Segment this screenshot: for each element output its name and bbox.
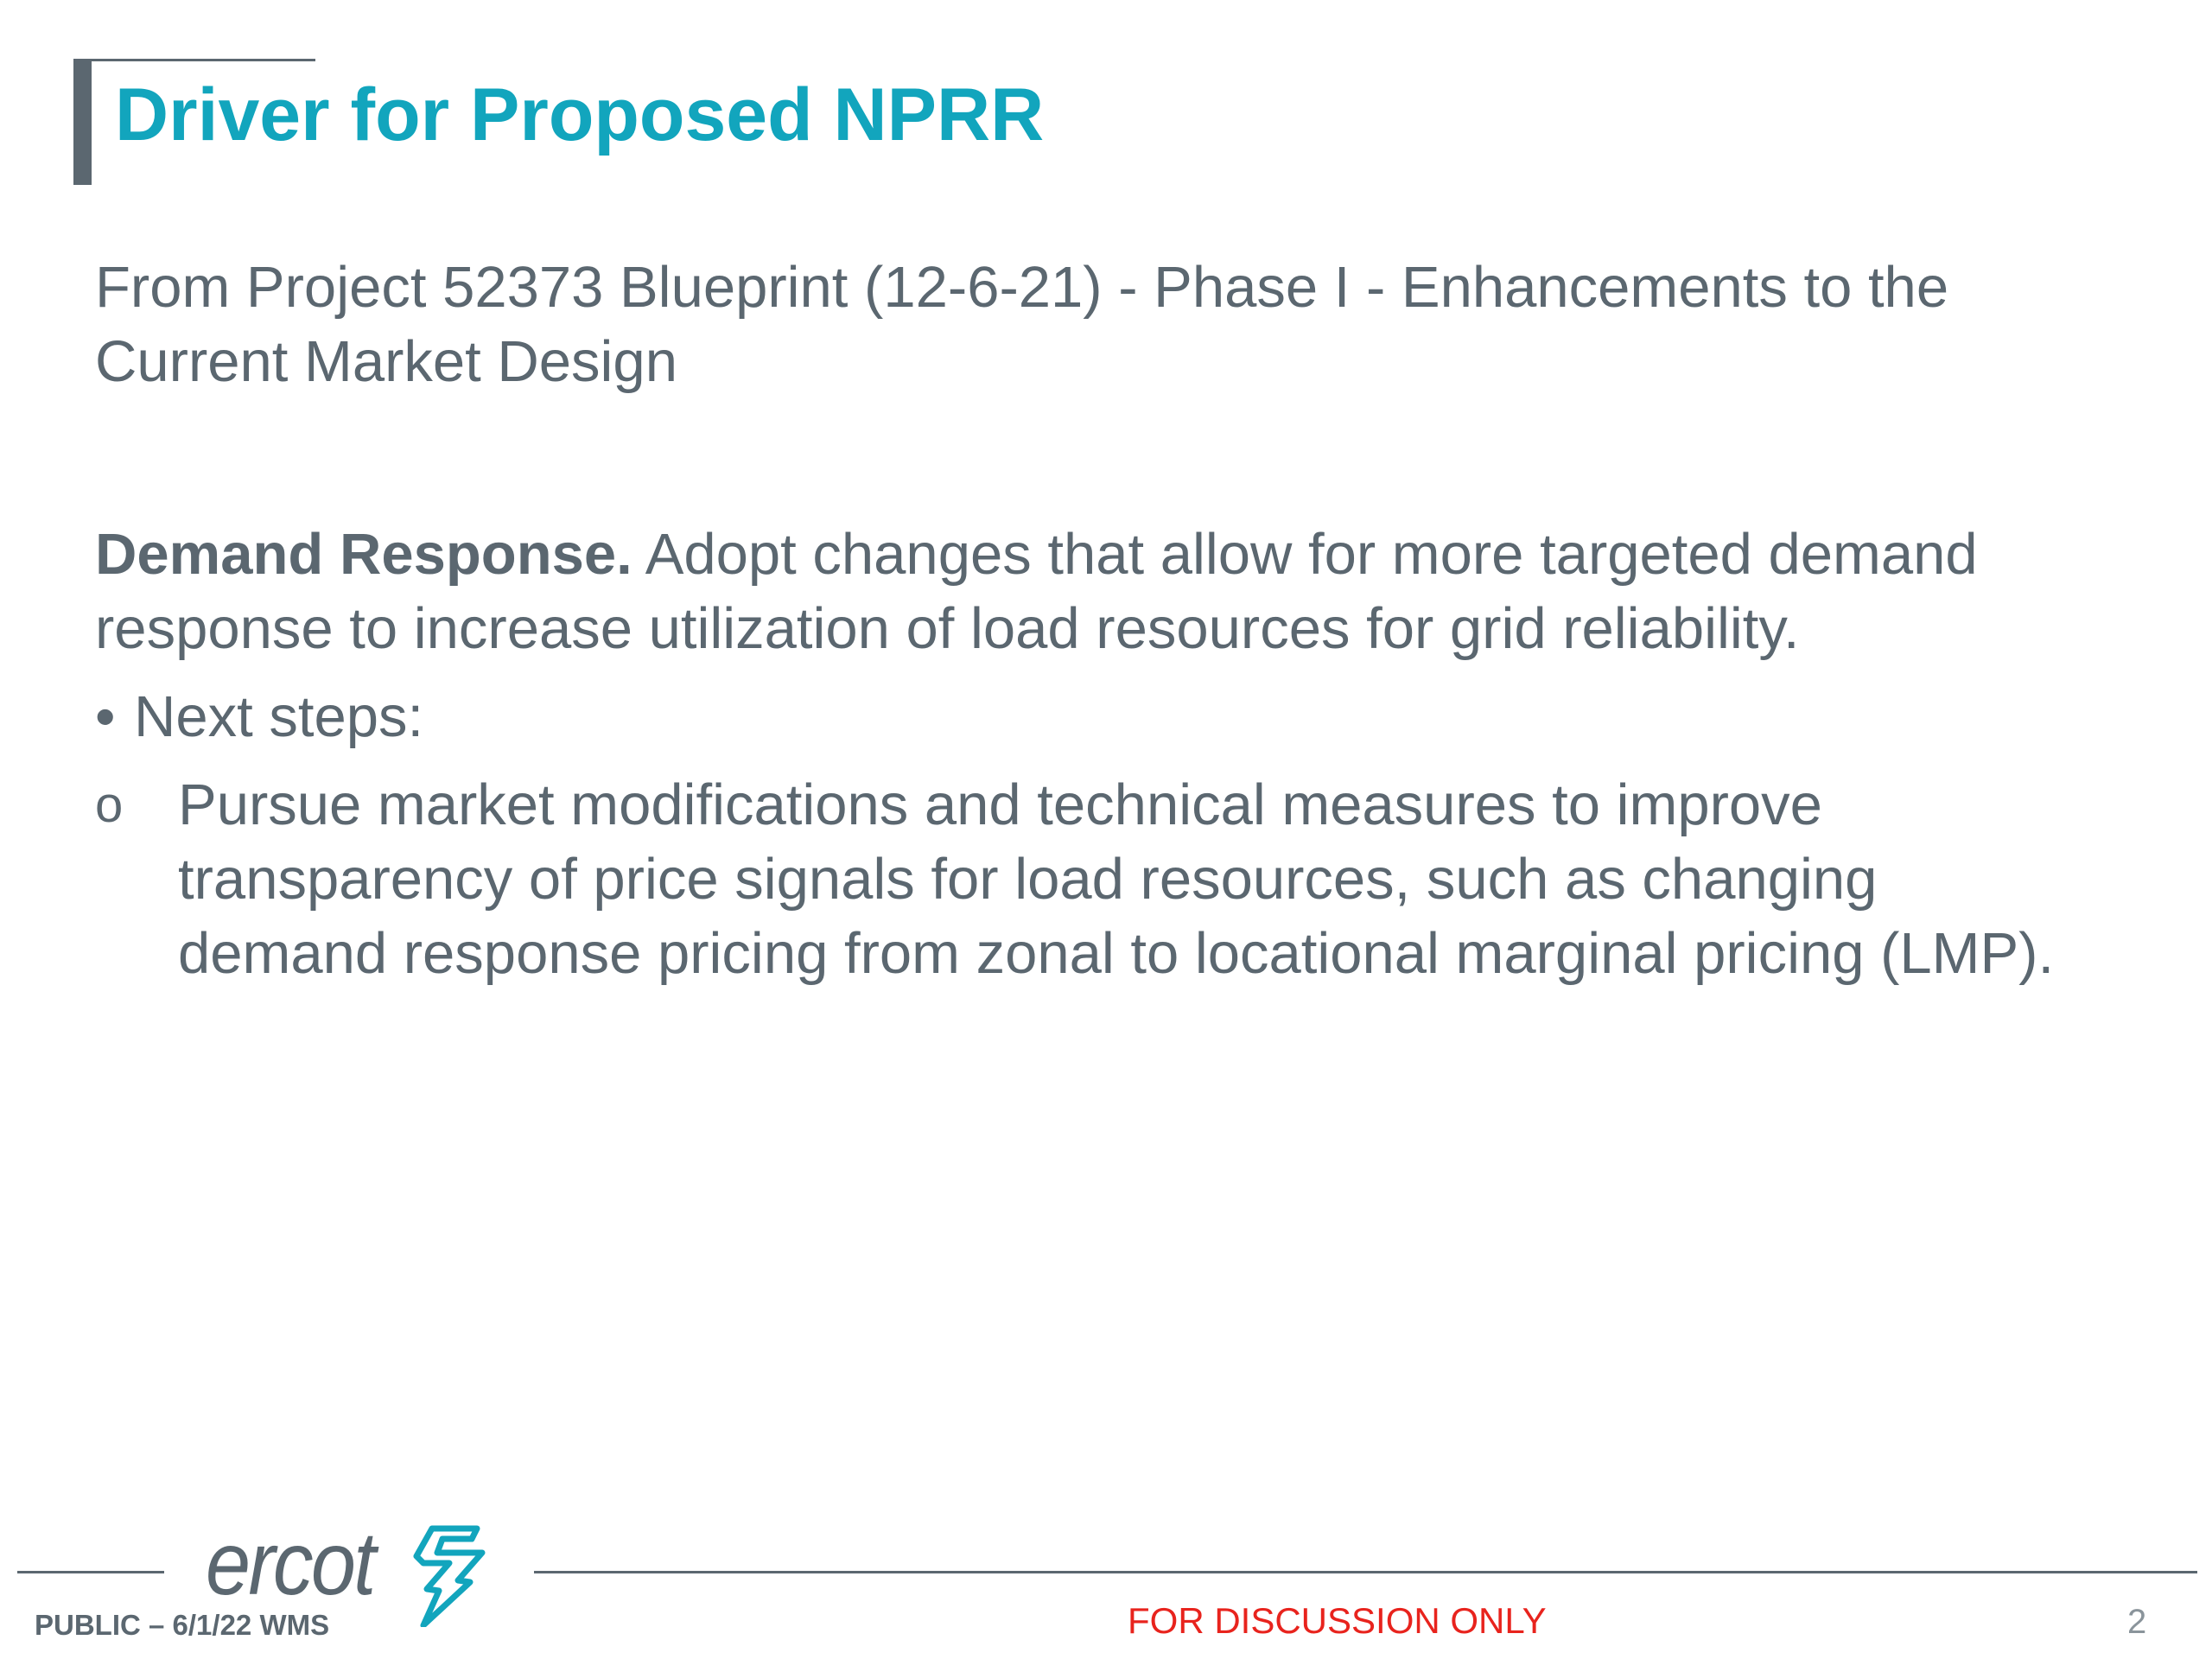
next-steps-label: Next steps: xyxy=(134,684,424,749)
sub-bullet-marker: o xyxy=(95,777,124,833)
sub-bullet-item xyxy=(95,768,2152,991)
title-accent-bar xyxy=(73,59,92,185)
page-number: 2 xyxy=(2127,1603,2147,1641)
slide-body xyxy=(95,251,2152,991)
logo-wordmark: ercot xyxy=(206,1514,374,1614)
slide-title: Driver for Proposed NPRR xyxy=(115,73,1045,156)
bullet-marker: • xyxy=(95,684,116,749)
demand-response-heading: Demand Response. xyxy=(95,522,632,587)
footer-divider-left xyxy=(17,1571,164,1573)
footer-divider-right xyxy=(534,1571,2197,1573)
next-steps-bullet xyxy=(95,680,2152,754)
lightning-bolt-icon xyxy=(397,1523,488,1627)
sub-bullet-text: Pursue market modifications and technical measures to improve transparency of price signals for load resources, such as changing demand response pricing from zonal to locational marginal pricing (LMP). xyxy=(178,772,2055,986)
title-accent-top-line xyxy=(73,59,315,61)
demand-response-paragraph xyxy=(95,518,2152,666)
footer-discussion-label: FOR DISCUSSION ONLY xyxy=(1128,1600,1547,1641)
footer-public-label: PUBLIC – 6/1/22 WMS xyxy=(35,1609,330,1641)
intro-paragraph: From Project 52373 Blueprint (12-6-21) - Phase I - Enhancements to the Current Market Design xyxy=(95,255,1949,394)
demand-response-text: Adopt changes that allow for more targeted demand response to increase utilization of load resources for grid reliability. xyxy=(95,522,1978,661)
